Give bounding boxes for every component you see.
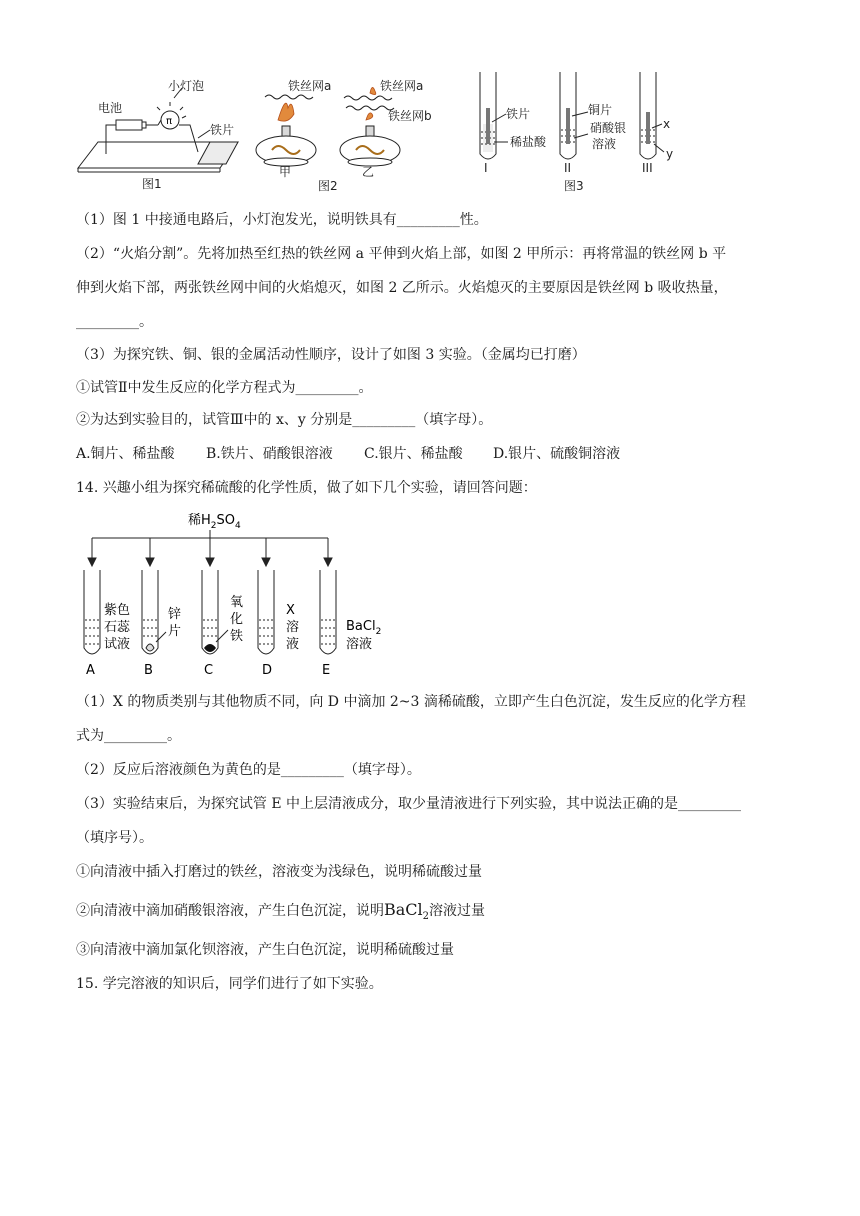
tube-d — [258, 570, 299, 678]
tube-d-letter: D — [262, 663, 273, 678]
q13-option-a: A.铜片、稀盐酸 — [76, 446, 175, 462]
q14-part1-line2: 式为_________。 — [76, 728, 181, 744]
q13-part1: （1）图 1 中接通电路后，小灯泡发光，说明铁具有_________性。 — [76, 212, 488, 228]
q13-part3-2: ②为达到实验目的，试管Ⅲ中的 x、y 分别是_________（填字母）。 — [76, 412, 493, 428]
q14-stem: 14. 兴趣小组为探究稀硫酸的化学性质，做了如下几个实验，请回答问题： — [76, 480, 537, 496]
figures-1-3 — [70, 68, 710, 196]
tube-b — [142, 570, 181, 678]
q13-option-d: D.银片、硫酸铜溶液 — [493, 446, 621, 462]
label-tube2-liquid-1: 硝酸银 — [590, 121, 627, 135]
acid-sub-2: 2 — [210, 521, 217, 531]
q14-part3-line2: （填序号）。 — [76, 830, 153, 846]
q13-option-b: B.铁片、硝酸银溶液 — [206, 446, 333, 462]
label-yi: 乙 — [362, 165, 375, 179]
tube-a — [84, 570, 131, 678]
label-battery: 电池 — [98, 101, 123, 115]
acid-label: 稀H — [188, 513, 211, 528]
label-x: x — [663, 117, 671, 131]
bulb-symbol: π — [166, 116, 173, 127]
tube-c-label-3: 铁 — [230, 629, 244, 644]
tube-a-label-3: 试液 — [104, 637, 131, 652]
tube-b-letter: B — [144, 663, 153, 678]
q14-part2: （2）反应后溶液颜色为黄色的是_________（填字母）。 — [76, 762, 421, 778]
label-iron-sheet: 铁片 — [210, 123, 235, 137]
tube-a-letter: A — [86, 663, 95, 678]
iron-sheet-shape — [198, 142, 238, 164]
tube-e-sub: 2 — [375, 627, 382, 637]
label-tube-1: I — [484, 161, 488, 175]
flame-jia — [278, 103, 294, 121]
tube-c-label-1: 氧 — [230, 595, 244, 610]
q14-statement-1: ①向清液中插入打磨过的铁丝，溶液变为浅绿色，说明稀硫酸过量 — [76, 864, 482, 880]
label-mesh-b: 铁丝网b — [388, 109, 432, 123]
label-jia: 甲 — [279, 165, 292, 179]
iron-mesh-a-jia — [265, 95, 313, 99]
figure-3 — [480, 72, 673, 193]
label-tube1-metal: 铁片 — [506, 107, 531, 121]
label-mesh-a-jia: 铁丝网a — [288, 79, 332, 93]
tube-d-label-1: X — [286, 603, 295, 618]
caption-fig3: 图3 — [564, 179, 584, 193]
tube-c — [202, 570, 243, 678]
label-mesh-a-yi: 铁丝网a — [380, 79, 424, 93]
svg-text:稀H2SO4 — [188, 512, 241, 531]
q13-part2-line2: 伸到火焰下部，两张铁丝网中间的火焰熄灭，如图 2 乙所示。火焰熄灭的主要原因是铁丝网 b 吸收热量， — [76, 280, 728, 296]
q13-part3: （3）为探究铁、铜、银的金属活动性顺序，设计了如图 3 实验。（金属均已打磨） — [76, 347, 586, 363]
iron-oxide-solid — [204, 644, 216, 652]
q14-statement-3: ③向清液中滴加氯化钡溶液，产生白色沉淀，说明稀硫酸过量 — [76, 942, 454, 958]
tube-a-label-2: 石蕊 — [104, 620, 131, 635]
tube-d-label-3: 液 — [286, 637, 300, 652]
acid-label-so: SO — [216, 513, 235, 528]
q13-part2-line1: （2）“火焰分割”。先将加热至红热的铁丝网 a 平伸到火焰上部，如图 2 甲所示：再将常温的铁丝网 b 平 — [76, 246, 727, 262]
label-tube1-liquid: 稀盐酸 — [510, 135, 547, 149]
tube-e-letter: E — [322, 663, 331, 678]
q14-statement-2-post: 溶液过量 — [429, 903, 486, 919]
q15-stem: 15. 学完溶液的知识后，同学们进行了如下实验。 — [76, 976, 383, 992]
tube-a-label-1: 紫色 — [104, 603, 131, 618]
figure-q14 — [70, 508, 410, 678]
q13-part2-line3: _________。 — [76, 314, 153, 330]
tube-e-label-2: 溶液 — [346, 637, 373, 652]
q14-statement-2-pre: ②向清液中滴加硝酸银溶液，产生白色沉淀，说明 — [76, 903, 384, 919]
tube-e — [320, 570, 381, 678]
label-tube-2: II — [564, 161, 572, 175]
tube-e-bacl: BaCl — [346, 619, 376, 634]
svg-text:BaCl2 — [346, 619, 381, 637]
acid-sub-4: 4 — [235, 521, 241, 531]
q13-part3-1: ①试管Ⅱ中发生反应的化学方程式为_________。 — [76, 380, 373, 396]
iron-mesh-a-yi — [344, 96, 392, 100]
tube-b-label-2: 片 — [168, 624, 182, 639]
caption-fig1: 图1 — [142, 177, 162, 191]
label-y: y — [666, 147, 674, 161]
label-tube2-liquid-2: 溶液 — [592, 137, 617, 151]
figure-1 — [78, 78, 238, 191]
iron-mesh-b — [346, 106, 394, 110]
q13-option-c: C.银片、稀盐酸 — [364, 446, 463, 462]
q14-part1-line1: （1）X 的物质类别与其他物质不同，向 D 中滴加 2~3 滴稀硫酸，立即产生白色沉淀，发生反应的化学方程 — [76, 694, 746, 710]
tube-b-label-1: 锌 — [168, 607, 182, 622]
figure-2 — [256, 78, 432, 193]
q14-statement-2-sub: 2 — [422, 910, 430, 922]
label-tube-3: III — [642, 161, 653, 175]
tube-c-label-2: 化 — [230, 612, 244, 627]
q14-statement-2-formula: BaCl — [384, 900, 423, 919]
zinc-piece — [146, 644, 154, 651]
battery-shape — [116, 120, 142, 130]
tube-d-label-2: 溶 — [286, 620, 300, 635]
caption-fig2: 图2 — [318, 179, 338, 193]
q14-statement-2 — [76, 900, 485, 927]
q14-part3-line1: （3）实验结束后，为探究试管 E 中上层清液成分，取少量清液进行下列实验，其中说法正确的是_________ — [76, 796, 742, 812]
tube-c-letter: C — [204, 663, 214, 678]
label-tube2-metal: 铜片 — [588, 103, 613, 117]
label-bulb: 小灯泡 — [168, 79, 205, 93]
